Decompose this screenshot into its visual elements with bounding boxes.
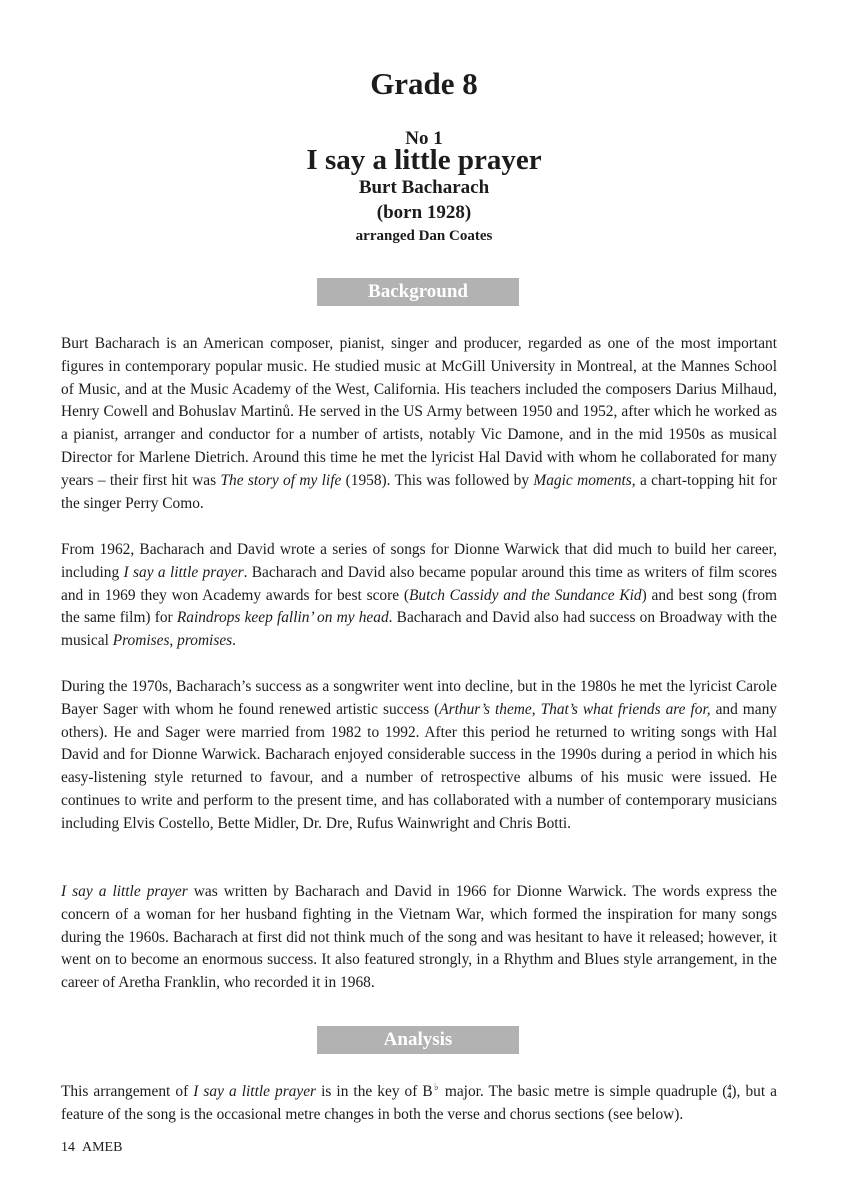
- text-run: This arrangement of: [61, 1083, 194, 1100]
- text-run: major. The basic metre is simple quadruple (: [439, 1083, 728, 1100]
- flat-symbol: ♭: [432, 1081, 440, 1093]
- text-run: was written by Bacharach and David in 1966 for Dionne Warwick. The words express the concern of a woman for her husband fighting in the Vietnam War, which formed the inspiration for many songs during the 1960s. Bacharach at first did not think much of the song and was hesitant to have it released; however, it went on to become an enormous success. It also featured strongly, in a Rhythm and Blues style arrangement, in the career of Aretha Franklin, who recorded it in 1968.: [61, 883, 777, 992]
- page-footer: [61, 1140, 122, 1156]
- publisher-name: AMEB: [82, 1140, 123, 1155]
- background-paragraph-3: [61, 676, 777, 836]
- italic-title: Arthur’s theme, That’s what friends are for,: [439, 700, 711, 718]
- text-run: (1958). This was followed by: [341, 471, 534, 489]
- text-run: During the 1970s, Bacharach’s success as a songwriter went into decline, but in the 1980s he met the lyricist Carole Bayer Sager with whom he found renewed artistic success (: [61, 678, 777, 718]
- background-paragraph-2: [61, 539, 777, 653]
- analysis-paragraph-1: [61, 1081, 777, 1127]
- text-run: ) and best song (from the same film) for: [61, 586, 777, 627]
- text-run: and many others). He and Sager were married from 1982 to 1992. After this period he returned to writing songs with Hal David and for Dionne Warwick. Bacharach enjoyed considerable success in the 1990s during a period in which his easy-listening style returned to favour, and a number of retrospective albums of his music were issued. He continues to write and perform to the present time, and has collaborated with a number of contemporary musicians including Elvis Costello, Bette Midler, Dr. Dre, Rufus Wainwright and Chris Botti.: [61, 700, 777, 832]
- background-paragraph-1: [61, 333, 777, 515]
- italic-title: I say a little prayer: [61, 883, 188, 900]
- text-run: . Bacharach and David also became popular around this time as writers of film scores and in 1969 they won Academy awards for best score (: [61, 563, 777, 604]
- analysis-section-header: [317, 1026, 519, 1054]
- grade-heading: Grade 8: [370, 66, 478, 101]
- italic-title: Butch Cassidy and the Sundance Kid: [408, 586, 642, 604]
- composer-born: (born 1928): [376, 202, 472, 223]
- background-paragraph-4: [61, 881, 777, 995]
- background-section-label: Background: [368, 281, 468, 302]
- arranger-credit: arranged Dan Coates: [355, 228, 493, 244]
- text-run: ), but a feature of the song is the occasional metre changes in both the verse and chorus sections (see below).: [61, 1083, 777, 1123]
- page-number: 14: [61, 1140, 75, 1155]
- italic-title: Magic moments: [533, 471, 632, 489]
- piece-title: I say a little prayer: [306, 144, 542, 176]
- piece-number: No 1: [405, 128, 443, 149]
- background-section-header: [317, 278, 519, 306]
- text-run: .: [232, 632, 236, 650]
- composer-name: Burt Bacharach: [358, 177, 490, 198]
- text-run: , a chart-topping hit for the singer Perry Como.: [61, 471, 777, 512]
- text-run: Burt Bacharach is an American composer, pianist, singer and producer, regarded as one of the most important figures in contemporary popular music. He studied music at McGill University in Montreal, at the Mannes School of Music, and at the Music Academy of the West, California. His teachers included the composers Darius Milhaud, Henry Cowell and Bohuslav Martinů. He served in the US Army between 1950 and 1952, after which he worked as a pianist, arranger and conductor for a number of artists, notably Vic Damone, and in the mid 1950s as musical Director for Marlene Dietrich. Around this time he met the lyricist Hal David with whom he collaborated for many years – their first hit was: [61, 335, 777, 489]
- text-run: is in the key of B: [316, 1083, 433, 1100]
- italic-title: I say a little prayer: [123, 563, 244, 581]
- italic-title: Raindrops keep fallin’ on my head: [176, 609, 389, 627]
- analysis-section-label: Analysis: [383, 1029, 453, 1050]
- italic-title: The story of my life: [220, 471, 342, 489]
- time-signature-bottom: 4: [727, 1091, 732, 1101]
- italic-title: I say a little prayer: [193, 1083, 317, 1100]
- text-run: From 1962, Bacharach and David wrote a series of songs for Dionne Warwick that did much to build her career, including: [61, 541, 777, 581]
- time-signature-top: 4: [727, 1083, 732, 1093]
- italic-title: Promises, promises: [112, 632, 233, 650]
- text-run: . Bacharach and David also had success on Broadway with the musical: [61, 609, 778, 650]
